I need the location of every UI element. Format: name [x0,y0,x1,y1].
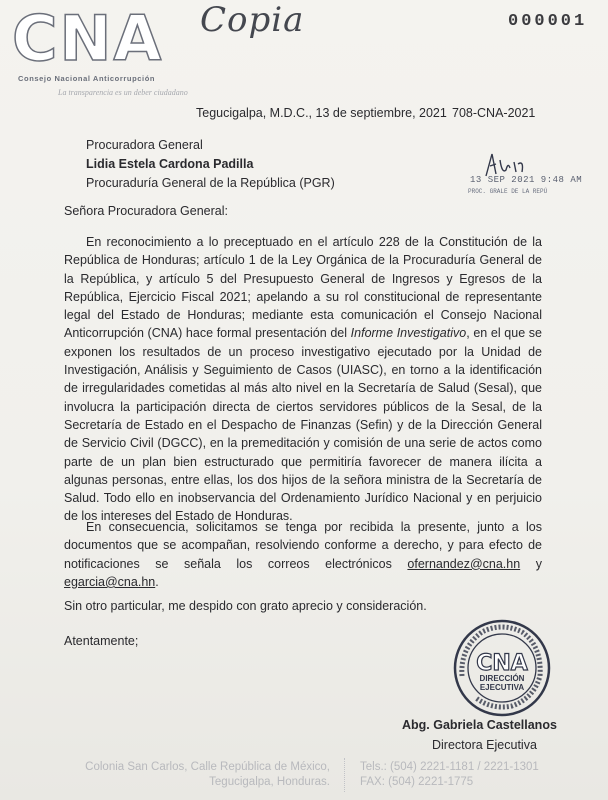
recipient-institution: Procuraduría General de la República (PGR) [86,176,335,190]
paragraph-1-part-2: , en el que se exponen los resultados de un proceso investigativo ejecutado por la Unidad de Investigación, Análisis y Seguimiento de Casos (UIASC), en torno a la identificación de irregularidades cometidas al más alto nivel en la Secretaría de Salud (Sesal), que involucra la participación directa de ciertos servidores públicos de la Sesal, de la Secretaría de Estado en el Despacho de Finanzas (Sefin) y de la Dirección General de Servicio Civil (DGCC), en la premeditación y comisión de una serie de actos como parte de un plan bien estructurado que permitiría favorecer de manera ilícita a algunas personas, entre ellas, los dos hijos de la señora ministra de la Secretaría de Salud. Todo ello en inobservancia del Ordenamiento Jurídico Nacional y en perjuicio de los intereses del Estado de Honduras. [64,326,543,524]
document-number: 000001 [508,12,588,31]
body-paragraph-1 [64,233,542,526]
salutation: Señora Procuradora General: [64,204,228,218]
seal-line-1: DIRECCIÓN [479,674,525,683]
footer-divider [344,758,347,792]
received-office: PROC. GRALE DE LA REPÚ [468,188,548,195]
report-title-emphasis: Informe Investigativo [350,326,467,341]
received-date: 13 SEP 2021 9:48 AM [470,175,583,185]
logo-letters: CNA [12,2,164,75]
body-paragraph-2 [64,518,542,591]
footer-address-line-1: Colonia San Carlos, Calle República de México, [85,761,330,773]
signer-name: Abg. Gabriela Castellanos [402,718,557,732]
handwritten-copy-note: Copia [200,0,305,40]
footer-phone: Tels.: (504) 2221-1181 / 2221-1301 [360,761,539,773]
paragraph-2-text: En consecuencia, solicitamos se tenga por recibida la presente, junto a los documentos que se acompañan, resolviendo conforme a derecho, y para efecto de notificaciones se señala los correos electrónicos [64,520,542,571]
footer-address-line-2: Tegucigalpa, Honduras. [209,776,330,788]
paragraph-1-part-1: En reconocimiento a lo preceptuado en el artículo 228 de la Constitución de la República de Honduras; artículo 1 de la Ley Orgánica de la Procuraduría General de la República, y artículo 5 del Presupuesto General de Ingresos y Egresos de la República, Ejercicio Fiscal 2021; apelando a su rol constitucional de representante legal del Estado de Honduras; mediante esta comunicación el Consejo Nacional Anticorrupción (CNA) hace formal presentación del [64,235,542,341]
recipient-block [86,136,335,193]
received-stamp [460,150,583,210]
seal-line-2: EJECUTIVA [479,683,525,692]
signer-title: Directora Ejecutiva [432,738,537,752]
email-connector: y [520,556,542,571]
footer-address [80,760,330,790]
closing-phrase: Atentamente; [64,634,139,648]
recipient-title: Procuradora General [86,138,203,152]
body-paragraph-3: Sin otro particular, me despido con grato aprecio y consideración. [64,599,427,613]
letter-date: Tegucigalpa, M.D.C., 13 de septiembre, 2021 [196,106,447,120]
email-link-1: ofernandez@cna.hn [407,556,521,571]
reference-code: 708-CNA-2021 [452,106,536,120]
email-link-2: egarcia@cna.hn [64,574,156,589]
seal-graphic [452,618,552,718]
footer-fax: FAX: (504) 2221-1775 [360,776,474,788]
logo-subtitle: Consejo Nacional Anticorrupción [18,74,156,83]
footer-contact [360,760,539,790]
logo-tagline: La transparencia es un deber ciudadano [58,88,188,97]
paragraph-2-end: . [155,574,159,589]
seal-center-text: CNA [476,651,528,676]
official-seal [452,618,552,718]
recipient-name: Lidia Estela Cardona Padilla [86,157,254,171]
cna-logo [8,2,198,102]
